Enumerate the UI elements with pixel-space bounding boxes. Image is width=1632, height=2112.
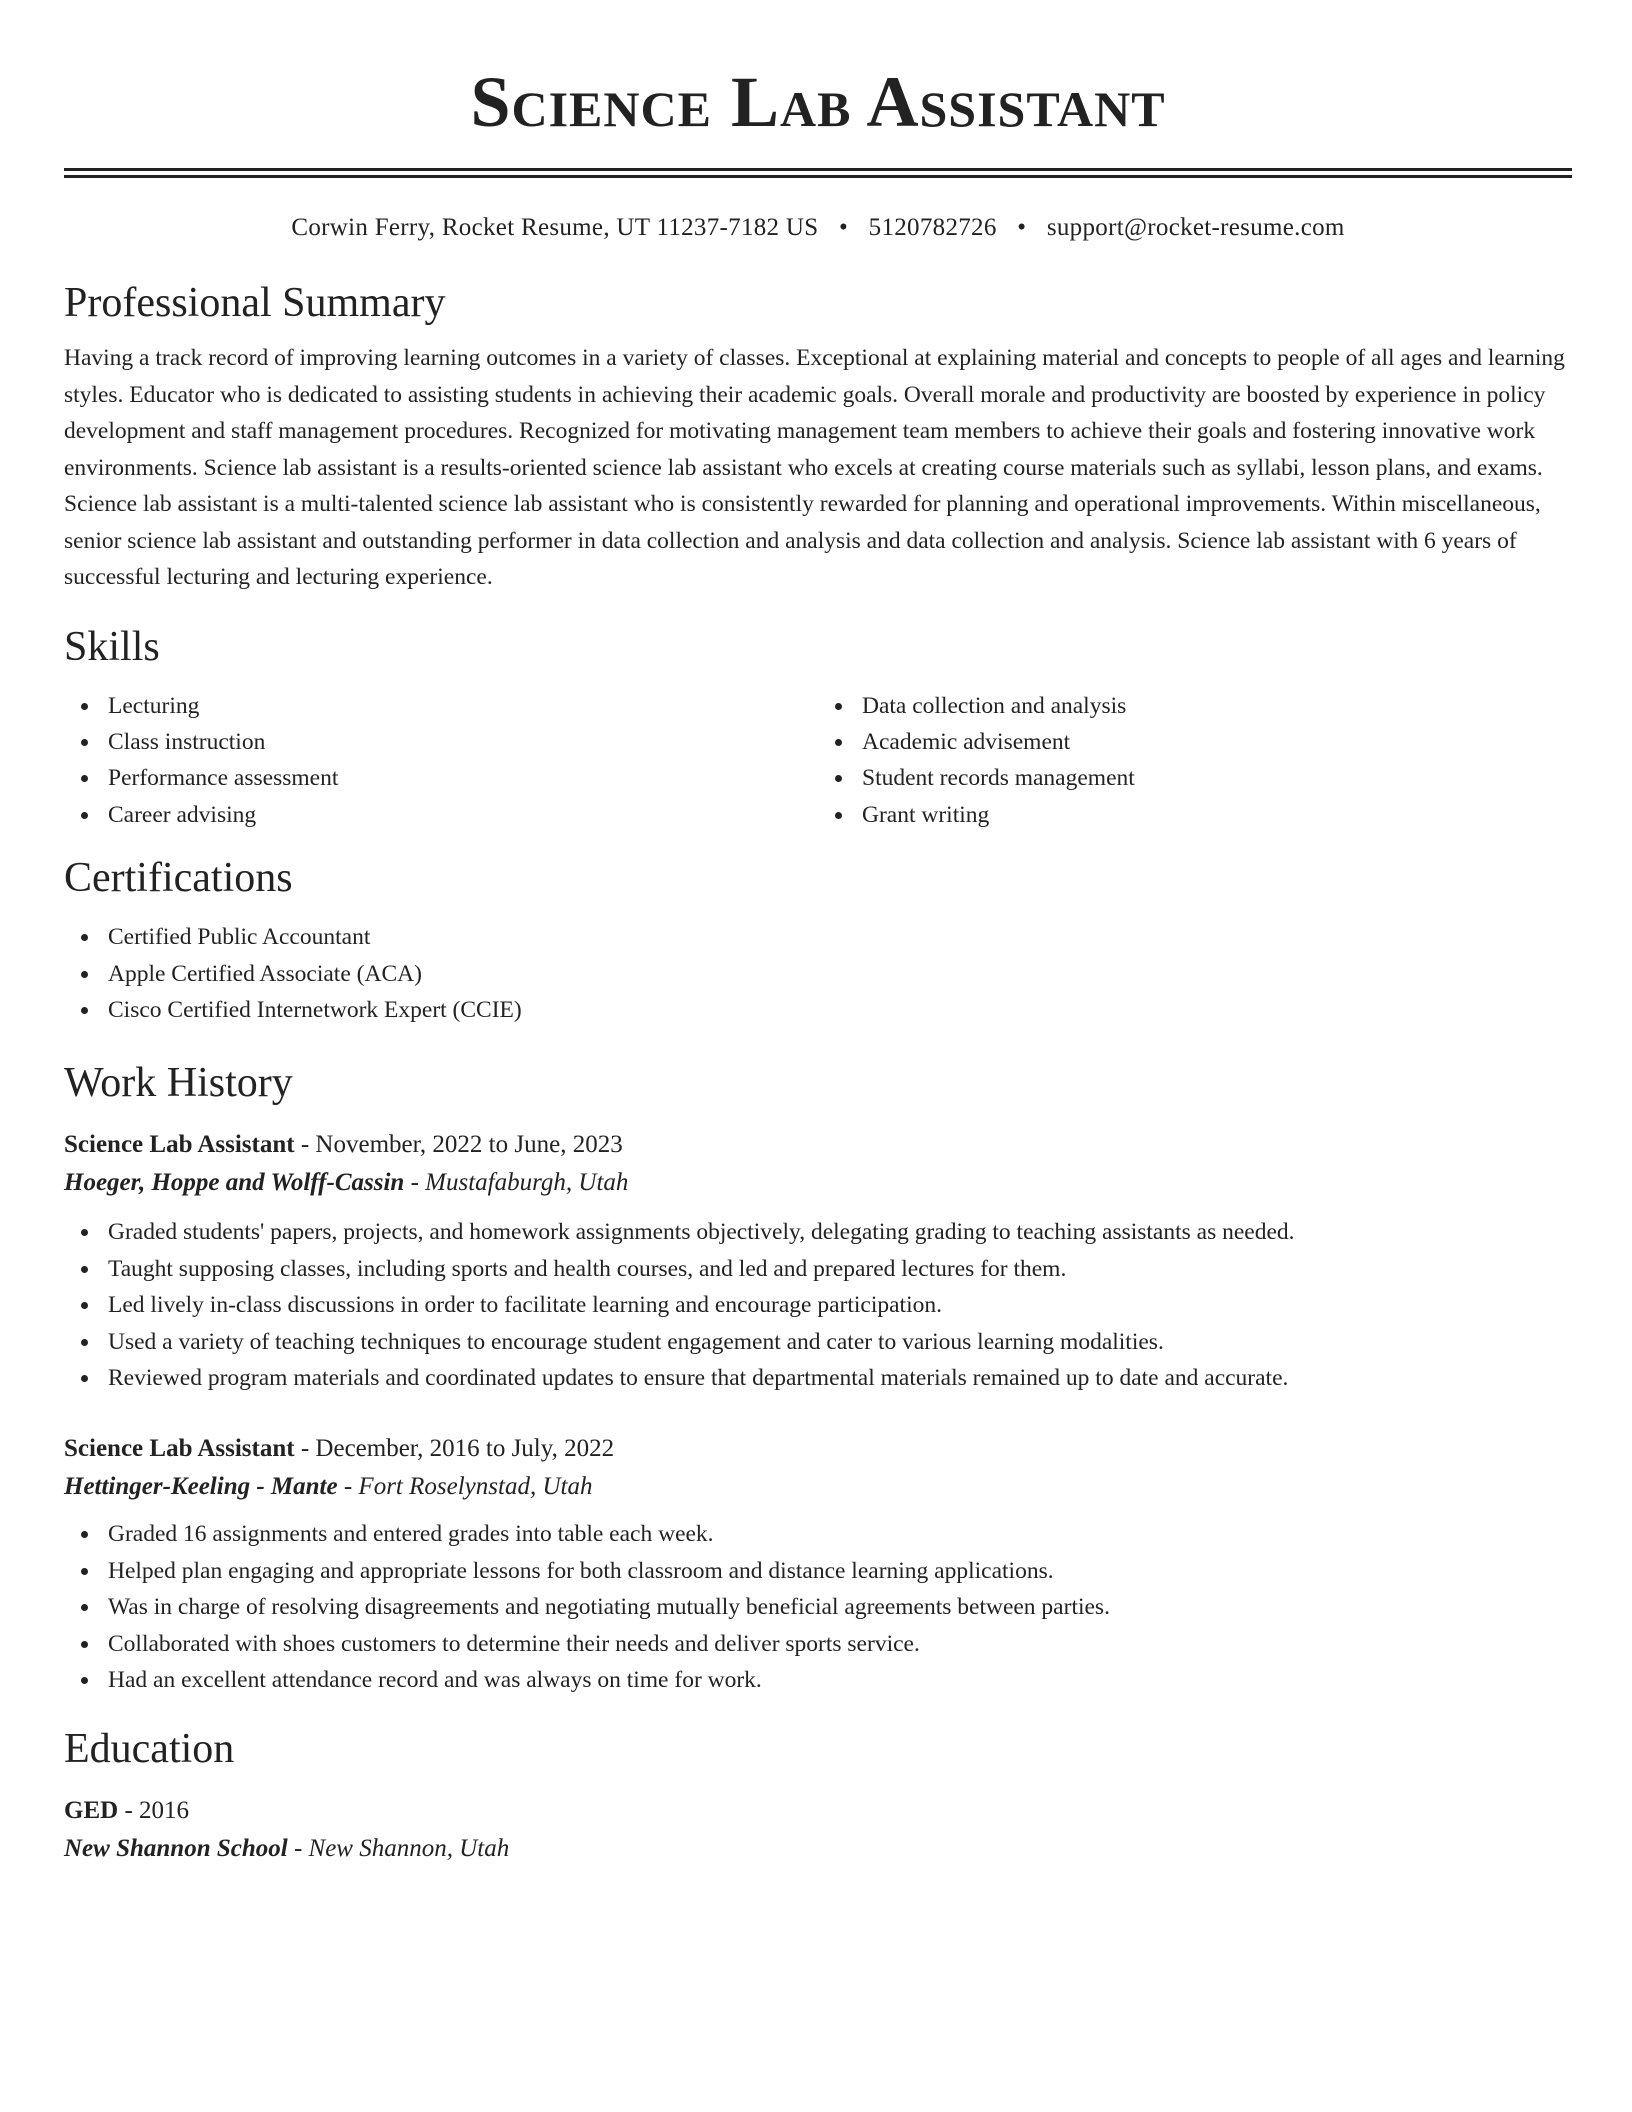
skills-column-left xyxy=(64,688,818,834)
contact-separator: • xyxy=(1017,214,1027,241)
skill-item: Academic advisement xyxy=(862,724,1572,760)
contact-line xyxy=(64,212,1572,244)
job-duty-item: Graded 16 assignments and entered grades into table each week. xyxy=(108,1516,1572,1552)
job-title-line xyxy=(64,1126,1572,1164)
job-company-line xyxy=(64,1468,1572,1506)
certification-item: Apple Certified Associate (ACA) xyxy=(108,956,1572,992)
education-heading: Education xyxy=(64,1726,235,1773)
skill-item: Grant writing xyxy=(862,797,1572,833)
skill-item: Student records management xyxy=(862,760,1572,796)
job-duty-item: Led lively in-class discussions in order to facilitate learning and encourage participation. xyxy=(108,1287,1572,1323)
summary-text: Having a track record of improving learning outcomes in a variety of classes. Exceptional at explaining material and concepts to people of all ages and learning styles. Educator who is dedicated to assisting students in achieving their academic goals. Overall morale and productivity are boosted by experience in policy development and staff management procedures. Recognized for motivating management team members to achieve their goals and fostering innovative work environments. Science lab assistant is a results-oriented science lab assistant who excels at creating course materials such as syllabi, lesson plans, and exams. Science lab assistant is a multi-talented science lab assistant who is consistently rewarded for planning and operational improvements. Within miscellaneous, senior science lab assistant and outstanding performer in data collection and analysis and data collection and analysis. Science lab assistant with 6 years of successful lecturing and lecturing experience. xyxy=(64,345,1565,590)
job-duty-item: Was in charge of resolving disagreements and negotiating mutually beneficial agreements between parties. xyxy=(108,1589,1572,1625)
job-dates: - December, 2016 to July, 2022 xyxy=(294,1435,615,1463)
education-degree-line xyxy=(64,1792,1572,1830)
job-duties-list xyxy=(64,1214,1572,1396)
contact-email: support@rocket-resume.com xyxy=(1046,214,1345,241)
work-history-heading: Work History xyxy=(64,1060,293,1107)
skill-item: Performance assessment xyxy=(108,760,818,796)
job-duty-item: Had an excellent attendance record and was always on time for work. xyxy=(108,1662,1572,1698)
job-dates: - November, 2022 to June, 2023 xyxy=(294,1131,623,1159)
job-location: - Mustafaburgh, Utah xyxy=(404,1169,629,1197)
contact-separator: • xyxy=(839,214,849,241)
job-duty-item: Graded students' papers, projects, and homework assignments objectively, delegating grading to teaching assistants as needed. xyxy=(108,1214,1572,1250)
contact-phone: 5120782726 xyxy=(868,214,997,241)
certifications-list xyxy=(64,919,1572,1028)
skill-item: Data collection and analysis xyxy=(862,688,1572,724)
job-duty-item: Reviewed program materials and coordinated updates to ensure that departmental materials remained up to date and accurate. xyxy=(108,1360,1572,1396)
job-duties-list xyxy=(64,1516,1572,1698)
job-title-line xyxy=(64,1430,1572,1468)
job-duty-item: Collaborated with shoes customers to determine their needs and deliver sports service. xyxy=(108,1626,1572,1662)
certification-item: Cisco Certified Internetwork Expert (CCIE) xyxy=(108,992,1572,1028)
certification-item: Certified Public Accountant xyxy=(108,919,1572,955)
skills-list xyxy=(64,688,1572,834)
job-duty-item: Used a variety of teaching techniques to encourage student engagement and cater to various learning modalities. xyxy=(108,1324,1572,1360)
education-year: - 2016 xyxy=(118,1797,190,1825)
skills-column-right xyxy=(818,688,1572,834)
job-title: Science Lab Assistant xyxy=(64,1435,295,1463)
education-school: New Shannon School xyxy=(64,1835,288,1863)
job-duty-item: Helped plan engaging and appropriate lessons for both classroom and distance learning applications. xyxy=(108,1553,1572,1589)
resume-page xyxy=(64,0,1572,1868)
skill-item: Lecturing xyxy=(108,688,818,724)
job-company: Hettinger-Keeling - Mante xyxy=(64,1473,338,1501)
education-school-line xyxy=(64,1830,1572,1868)
job-company-line xyxy=(64,1164,1572,1202)
summary-heading: Professional Summary xyxy=(64,280,446,326)
job-title: Science Lab Assistant xyxy=(64,1131,295,1159)
job-entry xyxy=(64,1430,1572,1698)
skill-item: Career advising xyxy=(108,797,818,833)
header-divider xyxy=(64,168,1572,178)
skill-item: Class instruction xyxy=(108,724,818,760)
skills-heading: Skills xyxy=(64,623,160,670)
job-duty-item: Taught supposing classes, including sports and health courses, and led and prepared lectures for them. xyxy=(108,1251,1572,1287)
certifications-heading: Certifications xyxy=(64,855,293,902)
job-location: - Fort Roselynstad, Utah xyxy=(337,1473,593,1501)
resume-name: Science Lab Assistant xyxy=(470,62,1166,142)
education-location: - New Shannon, Utah xyxy=(287,1835,510,1863)
contact-address: Corwin Ferry, Rocket Resume, UT 11237-7182 US xyxy=(291,214,819,241)
job-entry xyxy=(64,1126,1572,1396)
job-company: Hoeger, Hoppe and Wolff-Cassin xyxy=(64,1169,405,1197)
education-degree: GED xyxy=(64,1797,119,1825)
